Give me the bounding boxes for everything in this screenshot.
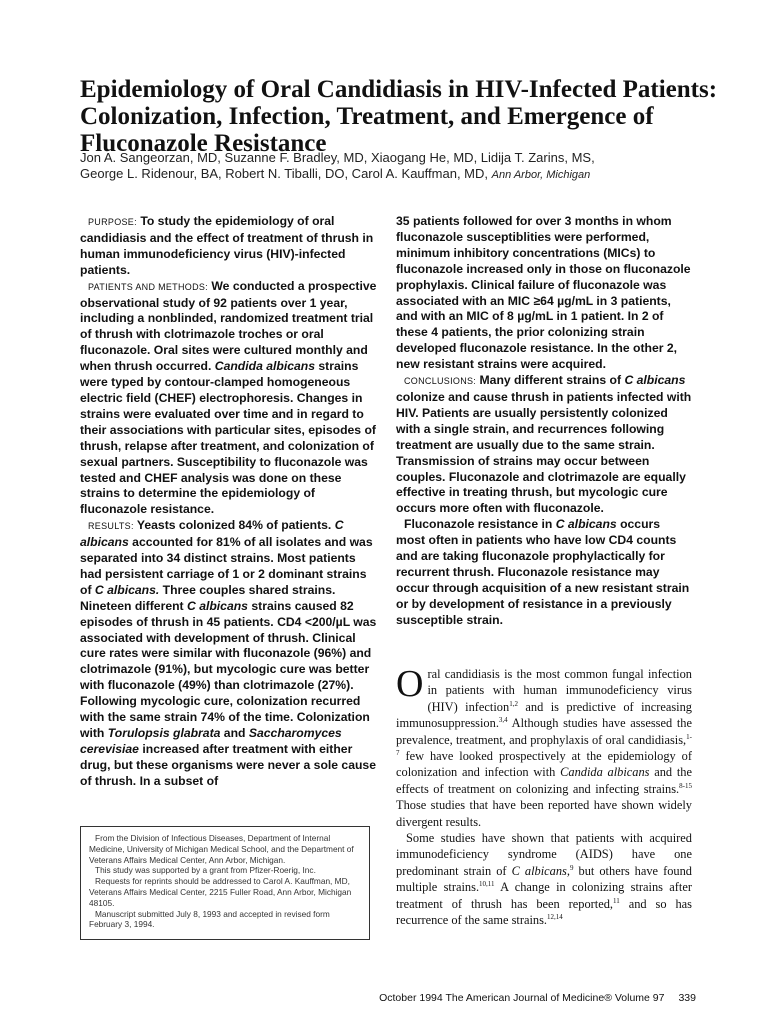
- body-p1-e: and the effects of treatment on colonizing and infecting strains.: [396, 765, 692, 796]
- purpose-heading: PURPOSE:: [88, 217, 137, 227]
- abstract-conclusions: [396, 373, 692, 517]
- conclusions-organism-1: C albicans: [624, 373, 686, 388]
- conclusions-organism-2: C albicans: [555, 517, 617, 532]
- results-text-a: Yeasts colonized 84% of patients.: [136, 518, 332, 533]
- results-text-f-part2: 35 patients followed for over 3 months in whom fluconazole susceptiblities were performed, minimum inhibitory concentrations (MICs) to fluconazole increased only in those on fluconazole prophylaxis. Clinical failure of fluconazole was associated with an MIC ≥64 µg/mL in 3 patients, and with an MIC of 8 µg/mL in 1 patient. In 2 of these 4 patients, the prior colonizing strain developed fluconazole resistance. In the other 2, new resistant strains were acquired.: [396, 214, 691, 372]
- body-p1-d: few have looked prospectively at the epidemiology of colonization and infection with: [396, 749, 692, 780]
- results-organism-4: Torulopsis glabrata: [107, 726, 221, 740]
- body-organism: C albicans,: [511, 863, 570, 878]
- abstract-purpose: [80, 214, 380, 279]
- purpose-text: To study the epidemiology of oral candidiasis and the effect of treatment of thrush in human immunodeficiency virus (HIV)-infected patients.: [80, 214, 374, 277]
- methods-text-a: We conducted a prospective observational study of 92 patients over 1 year, including a nonblinded, randomized treatment trial of thrush with clotrimazole troches or oral fluconazole. Oral sites were cultured monthly and when thrush occurred.: [80, 278, 377, 374]
- page-footer: [366, 992, 696, 1004]
- body-paragraph-2: [396, 830, 692, 928]
- body-p1-b: and is predictive of increasing immunosuppression.: [396, 699, 693, 731]
- footnote-funding: This study was supported by a grant from Pfizer-Roerig, Inc.: [95, 865, 316, 876]
- results-organism-3: C albicans: [187, 598, 248, 613]
- body-p1-f: Those studies that have been reported have shown widely divergent results.: [396, 798, 692, 829]
- body-p2-b: but others have found multiple strains.: [396, 863, 692, 895]
- conclusions-text-b: colonize and cause thrush in patients infected with HIV. Patients are usually persistently colonized with a single strain, and recurrences following treatment are usually due to the same strain. Transmission of strains may occur between couples. Fluconazole and clotrimazole are equally effective in treating thrush, but mycologic cure occurs more often with fluconazole.: [396, 389, 692, 516]
- citation: 1,2: [509, 699, 518, 708]
- footnote-reprints: Requests for reprints should be addressed to Carol A. Kauffman, MD, Veterans Affairs Medical Center, 2215 Fuller Road, Ann Arbor, Michigan 48105.: [89, 876, 352, 908]
- citation: 1-7: [396, 732, 692, 757]
- abstract-results: [80, 518, 380, 789]
- methods-heading: PATIENTS AND METHODS:: [88, 281, 208, 292]
- results-organism-5: Saccharomyces cerevisiae: [80, 726, 342, 756]
- citation: 11: [613, 896, 620, 905]
- citation: 8-15: [679, 781, 692, 790]
- authors-line-2-names: George L. Ridenour, BA, Robert N. Tiballi, DO, Carol A. Kauffman, MD,: [80, 166, 488, 181]
- body-p2-d: and so has recurrence of the same strains.: [396, 896, 693, 928]
- abstract-results-continued: [396, 214, 692, 373]
- author-list: [80, 150, 720, 183]
- footnote-affiliation: From the Division of Infectious Diseases, Department of Internal Medicine, University of Michigan Medical School, and the Department of Veterans Affairs Medical Center, Ann Arbor, Michigan.: [89, 833, 354, 865]
- authors-line-1: Jon A. Sangeorzan, MD, Suzanne F. Bradley, MD, Xiaogang He, MD, Lidija T. Zarins, MS,: [80, 150, 595, 165]
- abstract-right-column: [396, 214, 692, 629]
- body-p1-c: Although studies have assessed the prevalence, treatment, and prophylaxis of oral candidiasis,: [396, 716, 692, 747]
- author-location: Ann Arbor, Michigan: [491, 169, 591, 181]
- citation: 10,11: [479, 880, 495, 889]
- abstract-conclusions-2: [396, 517, 692, 628]
- body-p2-c: A change in colonizing strains after treatment of thrush has been reported,: [396, 880, 692, 911]
- affiliation-footnote-box: [80, 826, 370, 940]
- article-title: Epidemiology of Oral Candidiasis in HIV-Infected Patients: Colonization, Infection, Treatment, and Emergence of Fluconazole Resistance: [80, 76, 718, 157]
- results-heading: RESULTS:: [88, 521, 134, 532]
- article-body: [396, 663, 693, 929]
- results-text-e: and: [223, 726, 246, 740]
- abstract-left-column: [80, 214, 380, 790]
- results-text-d: strains caused 82 episodes of thrush in 45 patients. CD4 <200/µL was associated with development of thrush. Clinical cure rates were similar with fluconazole (96%) and clotrimazole (91%), but mycologic cure was better with fluconazole (49%) than clotrimazole (27%). Following mycologic cure, colonization recurred with the same strain 74% of the time. Colonization with: [80, 598, 377, 740]
- body-p2-a: Some studies have shown that patients with acquired immunodeficiency syndrome (AIDS) have one predominant strain of: [396, 831, 692, 878]
- abstract-methods: [80, 279, 380, 519]
- results-text-c: Three couples shared strains. Nineteen different: [80, 582, 336, 613]
- results-organism-1: C albicans: [80, 518, 344, 550]
- drop-cap: O: [396, 663, 424, 705]
- conclusions-text-d: occurs most often in patients who have low CD4 counts and are taking fluconazole prophylactically for recurrent thrush. Fluconazole resistance may occur through acquisition of a new resistant strain or by development of resistance in a previously susceptible strain.: [396, 517, 690, 627]
- body-organism: Candida albicans: [560, 765, 650, 780]
- body-p1-a: ral candidiasis is the most common fungal infection in patients with human immunodeficiency virus (HIV) infection: [427, 667, 692, 714]
- footnote-submission: Manuscript submitted July 8, 1993 and accepted in revised form February 3, 1994.: [89, 908, 330, 930]
- page-number: 339: [678, 992, 696, 1004]
- methods-text-b: strains were typed by contour-clamped homogeneous electric field (CHEF) electrophoresis. Changes in strains were evaluated over time and in regard to their associations with particular sites, episodes of thrush, relapse after treatment, and colonization of sexual partners. Susceptibility to fluconazole was tested and CHEF analysis was done on these strains to determine the epidemiology of fluconazole resistance.: [80, 359, 376, 517]
- results-text-f-part1: increased after treatment with either drug, but these organisms were never a sole cause of thrush. In a subset of: [80, 741, 376, 788]
- authors-line-2: [80, 166, 720, 183]
- citation: 12,14: [547, 912, 563, 921]
- conclusions-heading: CONCLUSIONS:: [404, 376, 477, 387]
- body-paragraph-1: [396, 663, 693, 830]
- citation: 3,4: [498, 716, 508, 725]
- results-organism-2: C albicans.: [94, 582, 160, 597]
- conclusions-text-c: Fluconazole resistance in: [404, 517, 553, 532]
- journal-citation: October 1994 The American Journal of Medicine® Volume 97: [379, 992, 665, 1004]
- citation: 9: [569, 863, 574, 872]
- results-text-b: accounted for 81% of all isolates and was separated into 34 distinct strains. Most patients had persistent carriage of 1 or 2 dominant strains of: [80, 535, 373, 597]
- conclusions-text-a: Many different strains of: [479, 373, 622, 388]
- methods-organism: Candida albicans: [214, 359, 316, 374]
